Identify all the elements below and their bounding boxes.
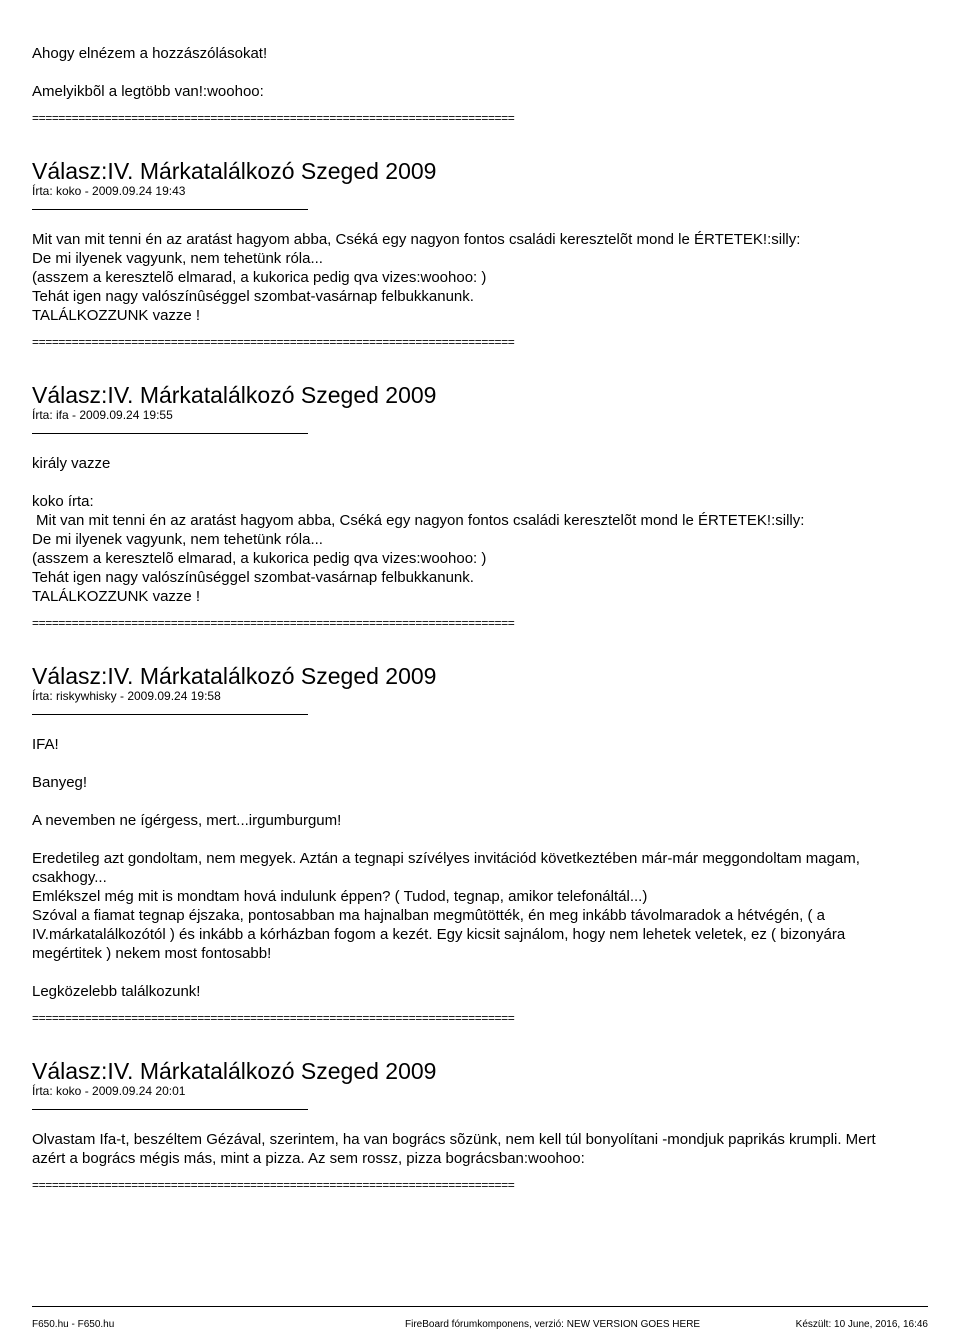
intro-line-2: Amelyikbõl a legtöbb van!:woohoo: — [32, 83, 264, 100]
quote-line: Mit van mit tenni én az aratást hagyom abba, Cséká egy nagyon fontos családi keresztelõt mond le ÉRTETEK!:silly: — [36, 512, 805, 529]
post-meta: Írta: riskywhisky - 2009.09.24 19:58 — [32, 689, 221, 703]
post-text: IFA! — [32, 736, 59, 753]
post-line: Mit van mit tenni én az aratást hagyom abba, Cséká egy nagyon fontos családi keresztelõt mond le ÉRTETEK!:silly: — [32, 231, 801, 248]
footer-created: Készült: 10 June, 2016, 16:46 — [795, 1319, 928, 1330]
intro-line-1: Ahogy elnézem a hozzászólásokat! — [32, 45, 268, 62]
post-title: Válasz:IV. Márkatalálkozó Szeged 2009 — [32, 382, 437, 408]
quote-line: Tehát igen nagy valószínûséggel szombat-vasárnap felbukkanunk. — [32, 569, 474, 586]
post-text: Olvastam Ifa-t, beszéltem Gézával, szerintem, ha van bogrács sõzünk, nem kell túl bonyolítani -mondjuk paprikás krumpli. Mert azért a bogrács mégis más, mint a pizza. Az sem rossz, pizza bográcsban:woohoo: — [32, 1131, 880, 1167]
separator: ========================================================================= — [32, 1011, 515, 1025]
quote-block — [32, 511, 912, 606]
post-text: király vazze — [32, 455, 111, 472]
quote-line: (asszem a keresztelõ elmarad, a kukorica pedig qva vizes:woohoo: ) — [32, 550, 487, 567]
quote-line: De mi ilyenek vagyunk, nem tehetünk róla... — [32, 531, 323, 548]
post — [32, 663, 912, 1025]
post-text: A nevemben ne ígérgess, mert...irgumburgum! — [32, 812, 342, 829]
post-meta: Írta: koko - 2009.09.24 19:43 — [32, 184, 186, 198]
post-divider — [32, 209, 308, 210]
post-line: Emlékszel még mit is mondtam hová indulunk éppen? ( Tudod, tegnap, amikor telefonáltál...) — [32, 888, 648, 905]
post-title: Válasz:IV. Márkatalálkozó Szeged 2009 — [32, 1058, 437, 1084]
footer-component: FireBoard fórumkomponens, verzió: NEW VERSION GOES HERE — [405, 1319, 701, 1330]
post-meta: Írta: koko - 2009.09.24 20:01 — [32, 1084, 186, 1098]
forum-thread — [32, 44, 912, 1192]
separator: ========================================================================= — [32, 616, 515, 630]
page-footer — [32, 1306, 928, 1330]
post-body — [32, 230, 912, 325]
post-divider — [32, 1109, 308, 1110]
quote-line: TALÁLKOZZUNK vazze ! — [32, 588, 201, 605]
post-line: Szóval a fiamat tegnap éjszaka, pontosabban ma hajnalban megmûtötték, én meg inkább távolmaradok a hétvégén, ( a IV.márkatalálkozótól ) és inkább a kórházban fogom a kezét. Egy kicsit sajnálom, hogy nem lehetek veletek, ez ( bizonyára megértitek ) nekem most fontosabb! — [32, 907, 850, 962]
post-line: (asszem a keresztelõ elmarad, a kukorica pedig qva vizes:woohoo: ) — [32, 269, 487, 286]
post-text: Banyeg! — [32, 774, 88, 791]
post-title: Válasz:IV. Márkatalálkozó Szeged 2009 — [32, 158, 437, 184]
post — [32, 1058, 912, 1192]
post-text: Legközelebb találkozunk! — [32, 983, 201, 1000]
post-divider — [32, 433, 308, 434]
post-line: TALÁLKOZZUNK vazze ! — [32, 307, 201, 324]
separator: ========================================================================= — [32, 1178, 515, 1192]
quote-label: koko írta: — [32, 493, 94, 510]
post-line: Eredetileg azt gondoltam, nem megyek. Aztán a tegnapi szívélyes invitációd következtében már-már meggondoltam magam, csakhogy... — [32, 850, 865, 886]
separator: ========================================================================= — [32, 335, 515, 349]
footer-site: F650.hu - F650.hu — [32, 1319, 115, 1330]
post-paragraph — [32, 849, 912, 963]
post-title: Válasz:IV. Márkatalálkozó Szeged 2009 — [32, 663, 437, 689]
post-meta: Írta: ifa - 2009.09.24 19:55 — [32, 408, 173, 422]
post-line: De mi ilyenek vagyunk, nem tehetünk róla... — [32, 250, 323, 267]
post-line: Tehát igen nagy valószínûséggel szombat-vasárnap felbukkanunk. — [32, 288, 474, 305]
post — [32, 158, 912, 349]
post — [32, 382, 912, 630]
post-divider — [32, 714, 308, 715]
separator: ========================================================================= — [32, 111, 515, 125]
